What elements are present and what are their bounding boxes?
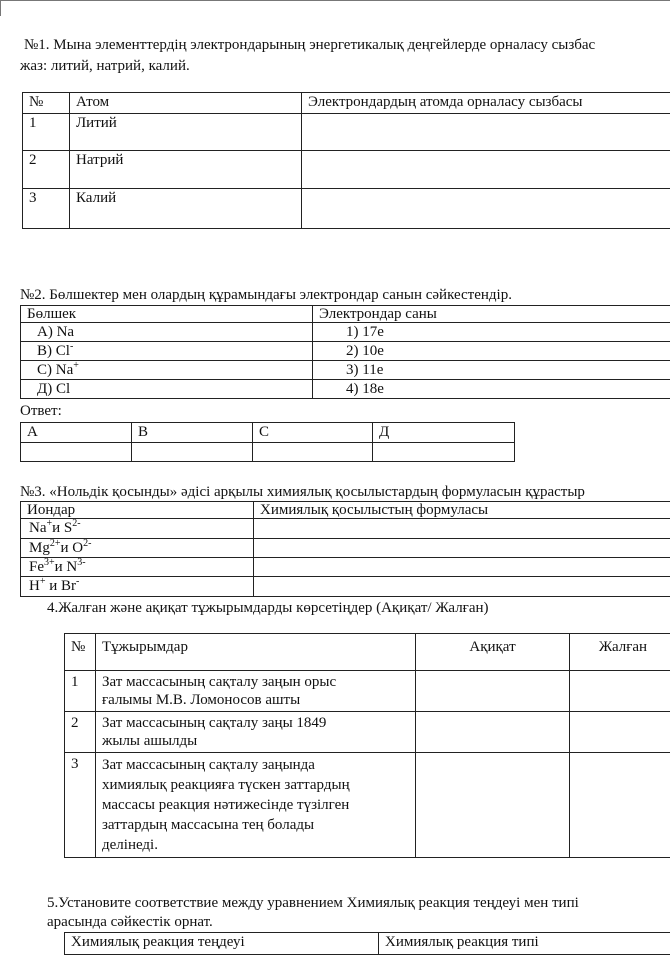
q5-title-line1: 5.Установите соответствие между уравнением Химиялық реакция теңдеуі мен типі [47, 894, 579, 912]
q3-title: №3. «Нольдік қосынды» әдісі арқылы химиялық қосылыстардың формуласын құрастыр [20, 483, 585, 501]
q3-ions: Na+и $S^{2-}$ [21, 519, 254, 539]
q1-row [23, 189, 670, 229]
q2-particle: В) Cl- [21, 342, 313, 361]
q5-table [64, 932, 670, 955]
q4-false-cell[interactable] [570, 712, 670, 753]
q4-row-num: 2 [65, 712, 96, 753]
q4-header-statements: Тұжырымдар [96, 634, 416, 671]
q3-row [21, 558, 670, 577]
q1-header-num: № [23, 93, 70, 114]
q4-true-cell[interactable] [416, 753, 570, 858]
q4-false-cell[interactable] [570, 671, 670, 712]
q4-row [65, 671, 670, 712]
q1-text-line2: жаз: литий, натрий, калий. [20, 57, 190, 75]
q4-header-row [65, 634, 670, 671]
q1-row [23, 151, 670, 189]
q4-title: 4.Жалған және ақиқат тұжырымдарды көрсетіңдер (Ақиқат/ Жалған) [47, 599, 489, 617]
q4-statement: Зат массасының сақталу заңы 1849 жылы ашылды [96, 712, 416, 753]
q3-formula-cell[interactable] [254, 577, 670, 597]
q2-count: 1) 17е [313, 323, 670, 342]
q2-answer-header-row [21, 423, 515, 443]
q3-formula-cell[interactable] [254, 558, 670, 577]
q1-row-num: 2 [23, 151, 70, 189]
q4-row [65, 712, 670, 753]
q3-row [21, 519, 670, 539]
q3-ions: $Mg^{2+}и$ $O^{2-}$ [21, 539, 254, 558]
q5-header-equation: Химиялық реакция теңдеуі [65, 933, 379, 955]
q4-header-true: Ақиқат [416, 634, 570, 671]
q3-formula-cell[interactable] [254, 539, 670, 558]
page-border [0, 0, 670, 16]
q4-row-num: 1 [65, 671, 96, 712]
q2-count: 2) 10е [313, 342, 670, 361]
q2-answer-header: С [253, 423, 373, 443]
q2-answer-header: В [132, 423, 253, 443]
q2-row [21, 361, 670, 380]
q4-statement: Зат массасының сақталу заңын орыс ғалымы М.В. Ломоносов ашты [96, 671, 416, 712]
q3-header-row [21, 502, 670, 519]
q2-particle: Д) Cl [21, 380, 313, 399]
q2-header-count: Электрондар саны [313, 306, 670, 323]
q1-row-num: 3 [23, 189, 70, 229]
q1-table [22, 92, 670, 229]
q2-answer-cell[interactable] [253, 443, 373, 462]
q4-true-cell[interactable] [416, 671, 570, 712]
q1-answer-cell[interactable] [302, 114, 670, 151]
q2-answer-cell[interactable] [21, 443, 132, 462]
q3-header-ions: Иондар [21, 502, 254, 519]
q1-answer-cell[interactable] [302, 151, 670, 189]
q2-answer-label: Ответ: [20, 402, 62, 420]
q2-count: 3) 11е [313, 361, 670, 380]
q1-header-scheme: Электрондардың атомда орналасу сызбасы [302, 93, 670, 114]
q1-text-line1: №1. Мына элементтердің электрондарының энергетикалық деңгейлерде орналасу сызбас [24, 36, 595, 54]
q2-particle: С) Na+ [21, 361, 313, 380]
q4-header-num: № [65, 634, 96, 671]
q2-answer-header: А [21, 423, 132, 443]
q3-ions: $Fe^{3+}и$ $N^{3-}$ [21, 558, 254, 577]
q5-header-row [65, 933, 670, 955]
q4-header-false: Жалған [570, 634, 670, 671]
q1-answer-cell[interactable] [302, 189, 670, 229]
q3-row [21, 539, 670, 558]
q2-answer-header: Д [373, 423, 515, 443]
q4-table [64, 633, 670, 858]
q1-row-atom: Литий [70, 114, 302, 151]
q3-table [20, 501, 670, 597]
q4-false-cell[interactable] [570, 753, 670, 858]
q1-row-atom: Калий [70, 189, 302, 229]
q4-statement: Зат массасының сақталу заңында химиялық реакцияға түскен заттардың массасы реакция нәтижесінде түзілген заттардың массасына тең болады делінеді. [96, 753, 416, 858]
q1-row-atom: Натрий [70, 151, 302, 189]
q2-table [20, 305, 670, 399]
q2-row [21, 380, 670, 399]
q4-row [65, 753, 670, 858]
q2-answer-table [20, 422, 515, 462]
q2-row [21, 342, 670, 361]
q2-answer-cell[interactable] [132, 443, 253, 462]
q2-header-particle: Бөлшек [21, 306, 313, 323]
q1-row-num: 1 [23, 114, 70, 151]
q5-title-line2: арасында сәйкестік орнат. [47, 913, 213, 931]
q3-row [21, 577, 670, 597]
q2-header-row [21, 306, 670, 323]
q1-header-row [23, 93, 670, 114]
q1-row [23, 114, 670, 151]
q2-title: №2. Бөлшектер мен олардың құрамындағы электрондар санын сәйкестендір. [20, 286, 512, 304]
q5-header-type: Химиялық реакция типі [379, 933, 670, 955]
q2-answer-cell[interactable] [373, 443, 515, 462]
q3-ions: H+ и Br- [21, 577, 254, 597]
q3-header-formula: Химиялық қосылыстың формуласы [254, 502, 670, 519]
q2-count: 4) 18е [313, 380, 670, 399]
q2-answer-row [21, 443, 515, 462]
q4-row-num: 3 [65, 753, 96, 858]
q2-particle: А) Na [21, 323, 313, 342]
q4-true-cell[interactable] [416, 712, 570, 753]
q1-header-atom: Атом [70, 93, 302, 114]
q2-row [21, 323, 670, 342]
q3-formula-cell[interactable] [254, 519, 670, 539]
